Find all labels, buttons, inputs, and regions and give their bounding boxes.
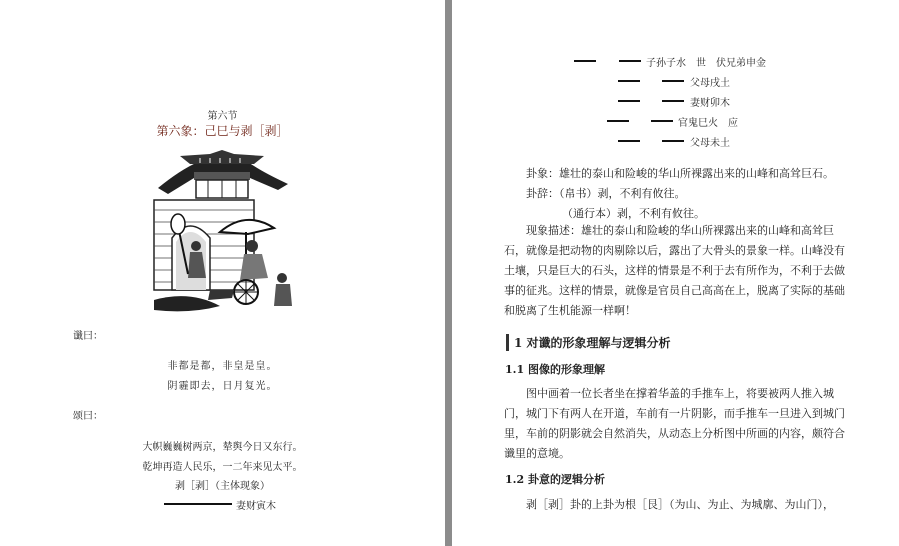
chen-line-1: 非都是都，非皇是皇。 [167, 361, 278, 372]
yao-segment [619, 60, 641, 62]
section-1-1-heading: 1.1 图像的形象理解 [505, 363, 605, 376]
yao-label-top: 妻财寅木 [236, 501, 276, 512]
xianxiang-paragraph: 现象描述：雄壮的泰山和险峻的华山所裸露出来的山峰和高耸巨石，就像是把动物的肉剔除以后，露出了大骨头的景象一样。山峰没有土壤，只是巨大的石头，这样的情景是不利于去有所作为，不利于去做事的征兆。这样的情景，就像是官员自己高高在上，脱离了实际的基础和脱离了生机能源一样啊！ [504, 224, 845, 317]
section-1-1-paragraph: 图中画着一位长者坐在撑着华盖的手推车上，将要被两人推入城门，城门下有两人在开道，车前有一片阴影，而手推车一旦进入到城门里，车前的阴影就会自然消失，从动态上分析图中所画的内容，颇符合谶里的意境。 [504, 387, 845, 460]
yao-segment [574, 60, 596, 62]
section-marker-bar [506, 334, 509, 351]
yao-segment [618, 100, 640, 102]
yao-segment [607, 120, 629, 122]
page-title: 第六象：己巳与剥［剥］ [156, 124, 289, 138]
section-label: 第六节 [207, 111, 238, 122]
yao-segment [651, 120, 673, 122]
yao-segment [662, 100, 684, 102]
guaxiang-text: 卦象：雄壮的泰山和险峻的华山所裸露出来的山峰和高耸巨石。 [526, 167, 834, 180]
section-1-2-heading: 1.2 卦意的逻辑分析 [505, 473, 605, 486]
section-1-2-paragraph: 剥［剥］卦的上卦为根［艮］（为山、为止、为城廓、为山门）， [526, 498, 834, 511]
song-label: 颂曰： [73, 411, 103, 422]
yao-segment [618, 140, 640, 142]
section-1-heading: 1 对谶的形象理解与逻辑分析 [514, 336, 671, 350]
song-line-1: 大帜巍巍树两京，辇舆今日又东行。 [142, 442, 303, 453]
woodcut-illustration [150, 150, 295, 315]
song-line-2: 乾坤再造人民乐，一二年来见太平。 [142, 462, 303, 473]
gua-title: 剥［剥］（主体现象） [175, 481, 270, 492]
yao-label-2: 父母戌土 [690, 78, 730, 89]
right-page [452, 0, 899, 546]
yao-label-4: 官鬼巳火 应 [678, 118, 738, 129]
page-gutter [445, 0, 452, 546]
yao-segment [618, 80, 640, 82]
left-page [0, 0, 445, 546]
yao-segment [662, 140, 684, 142]
yao-label-3: 妻财卯木 [690, 98, 730, 109]
yao-label-5: 父母未土 [690, 138, 730, 149]
guaci-text-2: （通行本）剥，不利有攸往。 [562, 207, 705, 220]
chen-line-2: 阴霾即去，日月复光。 [167, 381, 278, 392]
yao-label-1: 子孙子水 世 伏兄弟申金 [646, 58, 766, 69]
chen-label: 谶曰： [73, 331, 103, 342]
yao-segment [662, 80, 684, 82]
guaci-text-1: 卦辞：（帛书）剥，不利有攸往。 [526, 187, 686, 200]
yao-line-solid [164, 503, 232, 505]
